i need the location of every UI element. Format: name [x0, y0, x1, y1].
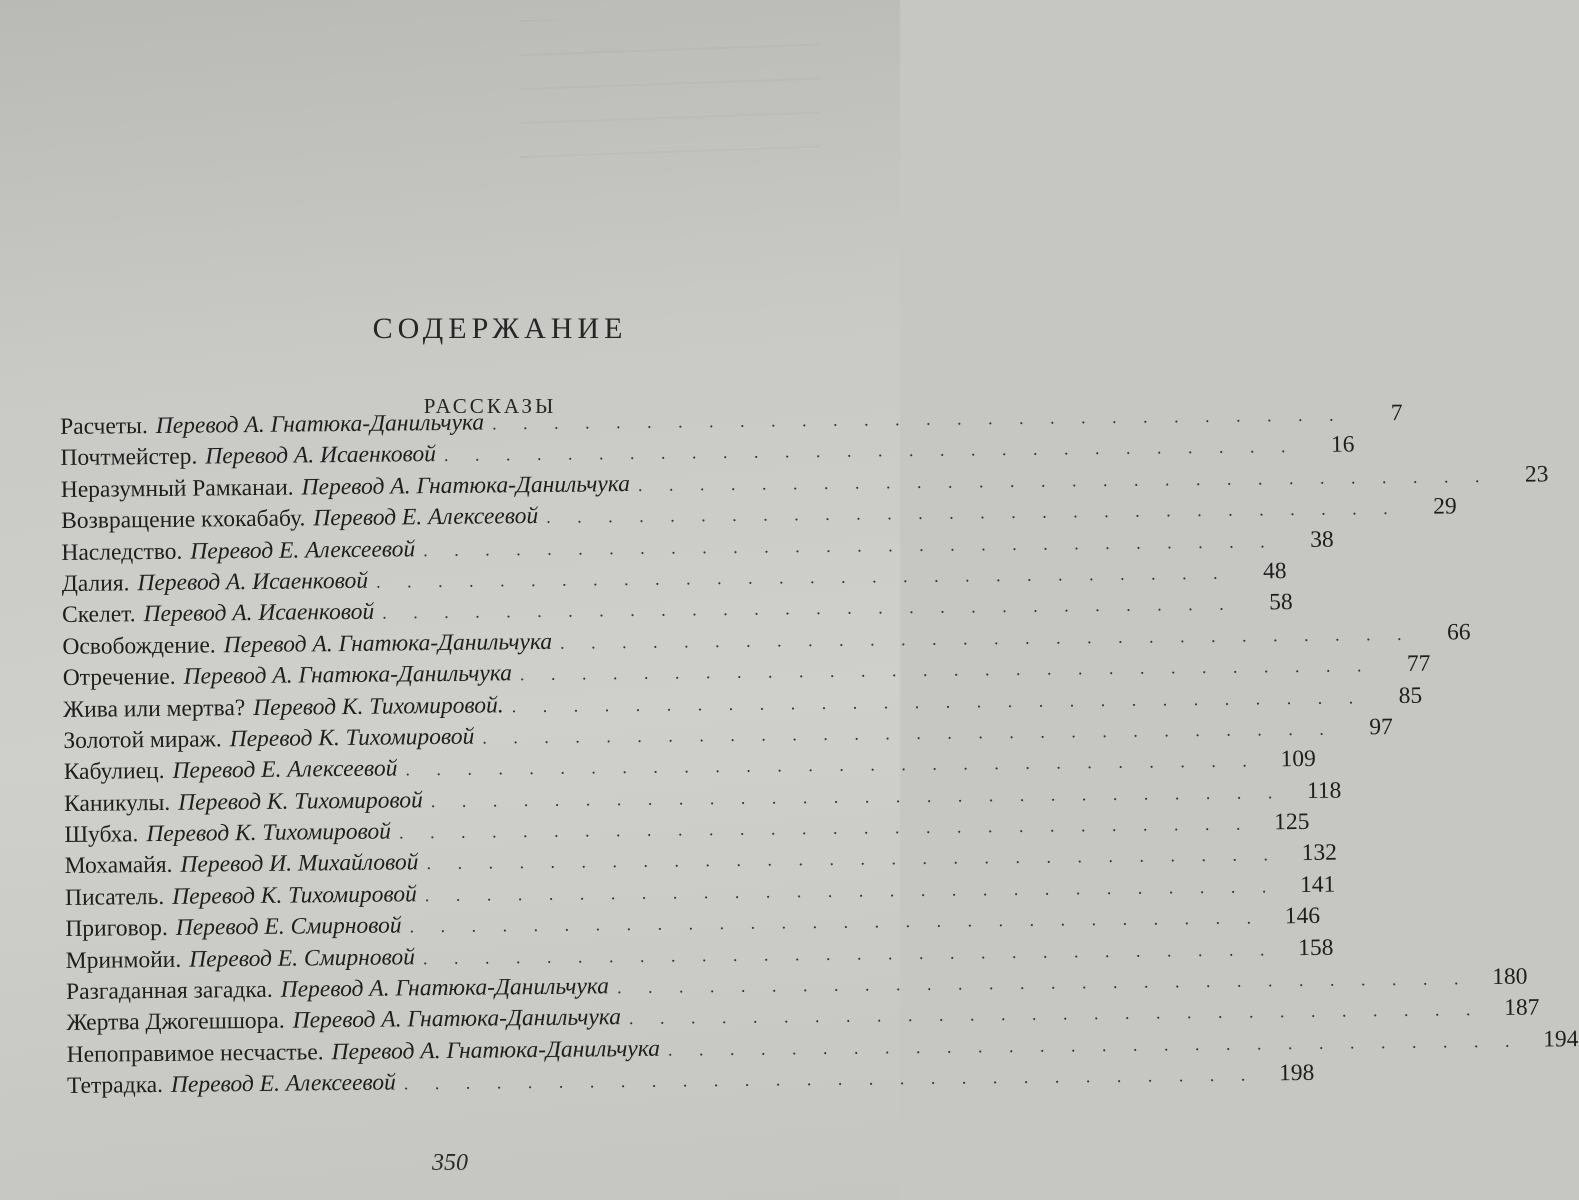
- story-title: Отречение.: [62, 663, 176, 692]
- translator-credit: Перевод К. Тихомировой: [229, 723, 475, 753]
- dot-leader: . . . . . . . . . . . . . . . . . . . . . . . . . . . .: [426, 844, 1280, 874]
- story-title: Писатель.: [64, 883, 165, 911]
- translator-credit: Перевод Е. Алексеевой: [170, 1069, 396, 1099]
- entry-page-number: 187: [1504, 994, 1540, 1022]
- dot-leader: . . . . . . . . . . . . . . . . . . . . . . . . . . . .: [443, 436, 1297, 466]
- story-title: Разгаданная загадка.: [65, 976, 273, 1005]
- story-title: Далия.: [61, 570, 130, 597]
- story-title: Неразумный Рамканаи.: [60, 474, 294, 503]
- story-title: Кабулиец.: [63, 758, 165, 786]
- story-title: Золотой мираж.: [63, 726, 222, 754]
- entry-page-number: 109: [1280, 746, 1316, 773]
- translator-credit: Перевод Е. Алексеевой: [190, 535, 416, 565]
- story-title: Жива или мертва?: [62, 694, 246, 723]
- story-title: Почтмейстер.: [60, 443, 198, 472]
- dot-leader: . . . . . . . . . . . . . . . . . . . . . . . . . . . .: [424, 876, 1278, 906]
- table-of-contents: [60, 399, 1579, 1105]
- story-title: Тетрадка.: [66, 1072, 164, 1100]
- dot-leader: . . . . . . . . . . . . . . . . . . . . . . . . . . . .: [492, 404, 1345, 434]
- dot-leader: . . . . . . . . . . . . . . . . . . . . . . . . . . . .: [519, 655, 1373, 685]
- dot-leader: . . . . . . . . . . . . . . . . . . . . . . . . . . . .: [637, 465, 1491, 495]
- entry-page-number: 58: [1269, 589, 1293, 616]
- entry-page-number: 23: [1524, 461, 1549, 488]
- translator-credit: Перевод К. Тихомировой: [178, 786, 423, 816]
- story-title: Наследство.: [61, 538, 183, 566]
- translator-credit: Перевод А. Гнатюка-Данильчука: [223, 628, 553, 659]
- dot-leader: . . . . . . . . . . . . . . . . . . . . . . . . . . . .: [667, 1030, 1521, 1060]
- section-heading: РАССКАЗЫ: [423, 394, 557, 418]
- translator-credit: Перевод А. Исаенковой: [143, 599, 375, 628]
- entry-page-number: 38: [1310, 526, 1334, 553]
- bleed-through-texture: [520, 20, 820, 180]
- entry-page-number: 198: [1278, 1060, 1315, 1087]
- story-title: Каникулы.: [63, 789, 171, 817]
- story-title: Мохамайя.: [64, 852, 173, 880]
- story-title: Мринмойи.: [65, 946, 182, 974]
- dot-leader: . . . . . . . . . . . . . . . . . . . . . . . . . . . .: [482, 718, 1335, 748]
- translator-credit: Перевод К. Тихомировой: [146, 818, 392, 848]
- dot-leader: . . . . . . . . . . . . . . . . . . . . . . . . . . . .: [375, 562, 1229, 592]
- dot-leader: . . . . . . . . . . . . . . . . . . . . . . . . . . . .: [511, 686, 1365, 716]
- translator-credit: Перевод А. Гнатюка-Данильчука: [292, 1004, 622, 1035]
- translator-credit: Перевод Е. Алексеевой: [313, 503, 539, 532]
- entry-page-number: 180: [1492, 963, 1528, 991]
- entry-page-number: 97: [1369, 713, 1393, 741]
- dot-leader: . . . . . . . . . . . . . . . . . . . . . . . . . . . .: [628, 999, 1482, 1029]
- dot-leader: . . . . . . . . . . . . . . . . . . . . . . . . . . . .: [403, 1064, 1257, 1094]
- entry-page-number: 146: [1284, 903, 1321, 930]
- entry-page-number: 29: [1432, 493, 1457, 520]
- story-title: Расчеты.: [60, 413, 148, 440]
- translator-credit: Перевод И. Михайловой: [180, 849, 419, 879]
- entry-page-number: 194: [1542, 1025, 1579, 1053]
- entry-page-number: 118: [1306, 777, 1342, 804]
- story-title: Непоправимое несчастье.: [66, 1039, 324, 1068]
- entry-page-number: 158: [1297, 934, 1334, 961]
- entry-page-number: 48: [1262, 558, 1287, 585]
- story-title: Скелет.: [61, 601, 136, 629]
- translator-credit: Перевод Е. Смирновой: [175, 912, 402, 942]
- story-title: Жертва Джогешшора.: [66, 1008, 285, 1037]
- entry-page-number: 132: [1301, 840, 1338, 867]
- entry-page-number: 77: [1406, 650, 1431, 678]
- page-number: 350: [432, 1150, 468, 1176]
- entry-page-number: 7: [1390, 399, 1403, 427]
- story-title: Освобождение.: [62, 632, 216, 660]
- dot-leader: . . . . . . . . . . . . . . . . . . . . . . . . . . . .: [423, 530, 1276, 560]
- dot-leader: . . . . . . . . . . . . . . . . . . . . . . . . . . . .: [398, 813, 1252, 843]
- translator-credit: Перевод Е. Алексеевой: [172, 755, 398, 785]
- entry-page-number: 141: [1299, 871, 1336, 898]
- page-title: СОДЕРЖАНИЕ: [372, 312, 628, 345]
- entry-page-number: 66: [1446, 618, 1471, 646]
- translator-credit: Перевод К. Тихомировой.: [253, 691, 504, 721]
- entry-page-number: 16: [1330, 431, 1355, 459]
- dot-leader: . . . . . . . . . . . . . . . . . . . . . . . . . . . .: [409, 907, 1263, 937]
- story-title: Приговор.: [65, 915, 168, 943]
- dot-leader: . . . . . . . . . . . . . . . . . . . . . . . . . . . .: [430, 781, 1284, 811]
- translator-credit: Перевод Е. Смирновой: [189, 943, 416, 973]
- translator-credit: Перевод К. Тихомировой: [172, 881, 417, 910]
- entry-page-number: 125: [1274, 809, 1310, 836]
- dot-leader: . . . . . . . . . . . . . . . . . . . . . . . . . . . .: [405, 750, 1258, 780]
- story-title: Возвращение кхокабабу.: [60, 505, 306, 535]
- translator-credit: Перевод А. Исаенковой: [205, 441, 437, 470]
- story-title: Шубха.: [64, 821, 139, 849]
- dot-leader: . . . . . . . . . . . . . . . . . . . . . . . . . . . .: [559, 623, 1413, 653]
- dot-leader: . . . . . . . . . . . . . . . . . . . . . . . . . . . .: [616, 968, 1470, 998]
- translator-credit: Перевод А. Гнатюка-Данильчука: [183, 660, 513, 690]
- translator-credit: Перевод А. Гнатюка-Данильчука: [280, 973, 610, 1003]
- dot-leader: . . . . . . . . . . . . . . . . . . . . . . . . . . . .: [546, 498, 1399, 528]
- dot-leader: . . . . . . . . . . . . . . . . . . . . . . . . . . . .: [422, 938, 1276, 968]
- translator-credit: Перевод А. Гнатюка-Данильчука: [331, 1035, 661, 1066]
- translator-credit: Перевод А. Исаенковой: [137, 567, 369, 597]
- translator-credit: Перевод А. Гнатюка-Данильчука: [301, 470, 631, 501]
- entry-page-number: 85: [1398, 682, 1423, 709]
- translator-credit: Перевод А. Гнатюка-Данильчука: [155, 409, 485, 439]
- dot-leader: . . . . . . . . . . . . . . . . . . . . . . . . . . . .: [382, 594, 1235, 623]
